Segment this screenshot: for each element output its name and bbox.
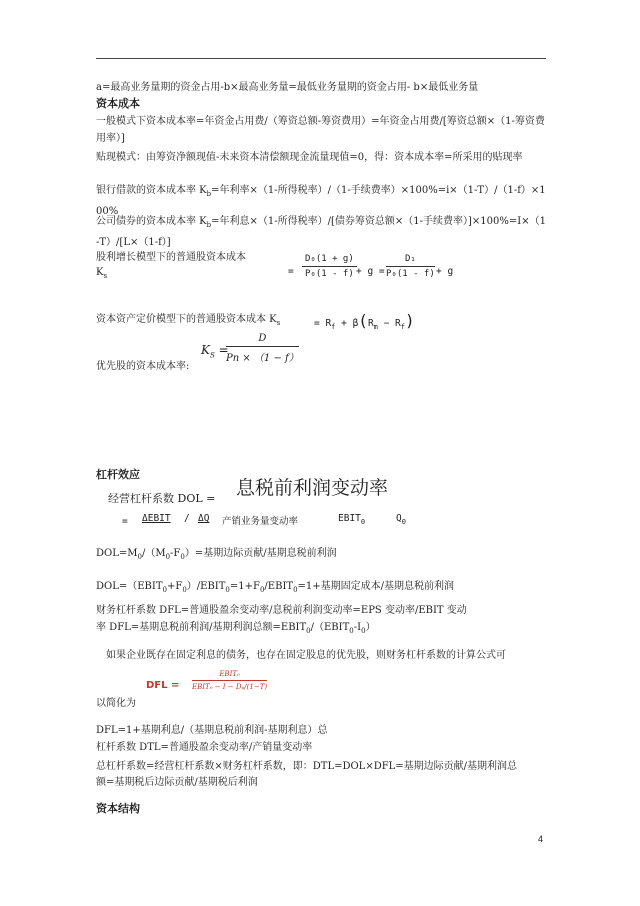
dol-ebit-formula: $DOL=(EBIT_0+F_0)/EBIT_0=1+F_0/EBIT_0=1+$基期固定成本/基期息税前利润 xyxy=(96,581,455,594)
dfl-line-1: 财务杠杆系数 DFL=普通股盈余变动率/息税前利润变动率=EPS 变动率/EBIT 变动 xyxy=(96,605,467,616)
heading-leverage: 杠杆效应 xyxy=(96,468,140,481)
dtl-line: 杠杆系数 DTL=普通股盈余变动率/产销量变动率 xyxy=(96,742,313,753)
heading-capital-structure: 资本结构 xyxy=(96,802,140,815)
page-number: 4 xyxy=(538,834,544,844)
dol-sales-rate: 产销业务量变动率 xyxy=(222,516,299,527)
capm-label: 资本资产定价模型下的普通股资本成本 $K_s$ xyxy=(96,314,281,327)
preferred-label: 优先股的资本成本率: xyxy=(96,361,190,372)
growth-fraction-1: $\frac{\text{D₀(1 + g)}}{\text{P₀(1 - f)}}$ xyxy=(302,254,357,279)
dol-delta-q: ΔQ xyxy=(198,513,210,524)
dol-label: 经营杠杆系数 DOL = xyxy=(108,492,216,505)
growth-ks: $K_s$ xyxy=(96,267,108,280)
pref-fraction: $\frac{D}{Pn \times (1 - f)}$ xyxy=(226,333,299,364)
header-rule xyxy=(96,58,546,59)
heading-capital-cost: 资本成本 xyxy=(96,97,140,110)
simplify-text: 以简化为 xyxy=(96,698,136,709)
dol-delta-ebit: ΔEBIT xyxy=(142,513,171,524)
discount-mode-text: 贴现模式：由筹资净额现值-未来资本清偿额现金流量现值=0，得：资本成本率=所采用的贴现率 xyxy=(96,152,523,163)
dol-marginal: $DOL=M_0/(M_0-F_0)=$基期边际贡献/基期息税前利润 xyxy=(96,548,337,561)
growth-fraction-2: $\frac{\text{D₁}}{\text{P₀(1 - f)}}$ xyxy=(386,254,435,279)
growth-model-label: 股利增长模型下的普通股资本成本 xyxy=(96,252,246,263)
growth-plus-1: + g = xyxy=(356,266,385,277)
dol-slash: / xyxy=(184,513,190,524)
dol-line2: = xyxy=(122,516,128,527)
growth-plus-2: + g xyxy=(436,266,454,277)
formula-a: a=最高业务量期的资金占用-b×最高业务量=最低业务量期的资金占用- b×最低业务量 xyxy=(96,82,479,93)
total-line-1: 总杠杆系数=经营杠杆系数×财务杠杆系数，即：DTL=DOL×DFL=基期边际贡献/基期利润总 xyxy=(96,761,518,772)
bond-text: 公司债券的资本成本率 $K_b=$年利息×（1-所得税率）/[债券筹资总额×（1-手续费率）]×100%=I×（1-T）/[L×（1-f）] xyxy=(96,216,546,248)
dol-big-text: 息税前利润变动率 xyxy=(236,477,389,499)
dfl-image-fraction: EBIT₀ EBIT₀ − I − Dₚ/(1−T) xyxy=(192,670,268,691)
preferred-note: 如果企业既存在固定利息的债务，也存在固定股息的优先股，则财务杠杆系数的计算公式可 xyxy=(106,650,506,661)
capm-formula: = $R_f + \beta(R_m - R_f)$ xyxy=(314,311,415,331)
dfl-image-lhs: DFL = xyxy=(146,680,180,691)
general-mode-text: 一般模式下资本成本率=年资金占用费/（筹资总额-筹资费用）=年资金占用费/[筹资总额×（1-筹资费用率）] xyxy=(96,116,545,144)
growth-eq: = xyxy=(288,266,294,277)
pref-k: $K_S$ = xyxy=(201,343,229,360)
dol-ebit0: $EBIT_0$ xyxy=(338,513,366,526)
bank-loan-text: 银行借款的资本成本率 $K_b=$年利率×（1-所得税率）/（1-手续费率）×100%=i×（1-T）/（1-f）×100% xyxy=(96,185,546,217)
total-line-2: 额=基期税后边际贡献/基期税后利润 xyxy=(96,777,258,788)
dfl-simple: DFL=1+基期利息/（基期息税前利润-基期利息）总 xyxy=(96,725,328,736)
dfl-line-2: 率 DFL=基期息税前利润/基期利润总额$=EBIT_0/(EBIT_0-I_0)$ xyxy=(96,622,376,635)
dol-q0: $Q_0$ xyxy=(396,513,406,526)
